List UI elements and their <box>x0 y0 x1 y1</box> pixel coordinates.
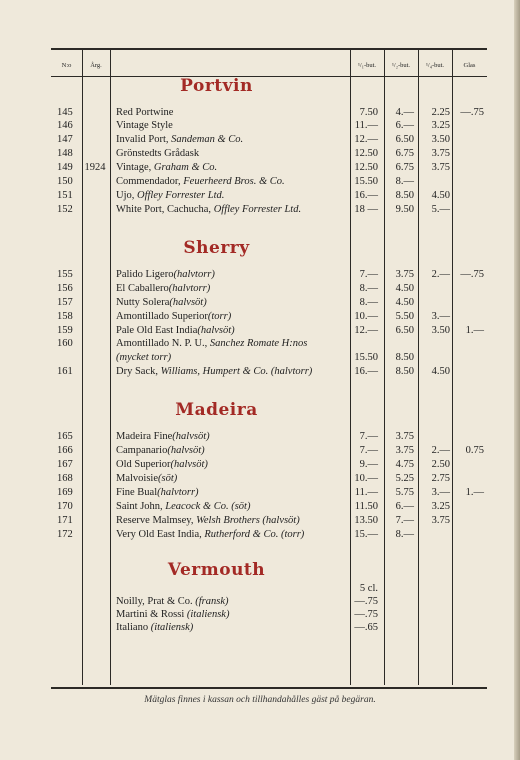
wine-name: Malvoisie <box>116 473 158 484</box>
wine-name: Saint John, <box>116 501 166 512</box>
price-quarter-bottle: 3.25 <box>431 120 450 131</box>
wine-number: 151 <box>57 190 73 201</box>
wine-maker: Offley Forrester Ltd. <box>137 190 225 201</box>
header-glass: Glas <box>463 62 476 69</box>
wine-description <box>116 148 348 160</box>
price-full-bottle: 12.— <box>354 134 378 145</box>
wine-maker: Offley Forrester Ltd. <box>213 204 302 215</box>
price-half-bottle: 6.50 <box>395 134 414 145</box>
wine-number: 149 <box>57 162 73 173</box>
price-full-bottle: 9.— <box>359 459 378 470</box>
wine-row <box>0 190 520 202</box>
price-half-bottle: 8.50 <box>395 190 414 201</box>
wine-description <box>116 431 348 443</box>
wine-description <box>116 352 348 364</box>
section-title-2: Madeira <box>175 400 258 420</box>
price-glass: 1.— <box>465 487 484 498</box>
wine-row <box>0 366 520 378</box>
wine-row <box>0 445 520 457</box>
wine-description <box>116 120 348 132</box>
price-half-bottle: 8.— <box>395 176 414 187</box>
price-full-bottle: 16.— <box>354 366 378 377</box>
wine-description <box>116 445 348 457</box>
wine-row <box>0 297 520 309</box>
wine-maker: (halvsöt) <box>167 445 205 456</box>
wine-maker: Williams, Humpert & Co. (halvtorr) <box>160 366 313 377</box>
wine-row <box>0 622 520 634</box>
price-full-bottle: 5 cl. <box>359 583 378 594</box>
wine-number: 160 <box>57 338 73 349</box>
wine-row <box>0 501 520 513</box>
wine-name: Invalid Port, <box>116 134 172 145</box>
wine-description <box>116 325 348 337</box>
price-full-bottle: 15.50 <box>354 176 378 187</box>
price-quarter-bottle: 3.— <box>431 487 450 498</box>
wine-row <box>0 473 520 485</box>
wine-name: Red Portwine <box>116 107 174 118</box>
wine-name: Amontillado N. P. U., <box>116 338 210 349</box>
wine-maker: (halvsöt) <box>172 431 210 442</box>
wine-number: 166 <box>57 445 73 456</box>
wine-maker: (halvtorr) <box>173 269 215 280</box>
price-quarter-bottle: 3.25 <box>431 501 450 512</box>
wine-description <box>116 297 348 309</box>
wine-name: Palido Ligero <box>116 269 174 280</box>
price-half-bottle: 6.— <box>395 120 414 131</box>
price-quarter-bottle: 3.50 <box>431 134 450 145</box>
wine-row <box>0 338 520 350</box>
wine-description <box>116 162 348 174</box>
wine-description <box>116 501 348 513</box>
price-quarter-bottle: 3.75 <box>431 515 450 526</box>
header-full-bottle: ¹/₁-but. <box>357 62 377 69</box>
section-title-3: Vermouth <box>167 560 266 580</box>
price-half-bottle: 6.75 <box>395 162 414 173</box>
wine-number: 158 <box>57 311 73 322</box>
price-half-bottle: 4.50 <box>395 297 414 308</box>
wine-name: Reserve Malmsey, <box>116 515 197 526</box>
header-half-bottle: ¹/₂-but. <box>391 62 411 69</box>
wine-name: White Port, Cachucha, <box>116 204 214 215</box>
wine-number: 165 <box>57 431 73 442</box>
price-glass: —.75 <box>460 107 484 118</box>
wine-description <box>116 176 348 188</box>
wine-row <box>0 148 520 160</box>
wine-number: 148 <box>57 148 73 159</box>
wine-description <box>116 366 348 378</box>
wine-name: Nutty Solera <box>116 297 170 308</box>
wine-name: Noilly, Prat & Co. <box>116 596 196 607</box>
wine-name: Campanario <box>116 445 168 456</box>
wine-description <box>116 311 348 323</box>
price-full-bottle: 12.50 <box>354 162 378 173</box>
wine-number: 172 <box>57 529 73 540</box>
wine-maker: (italiensk) <box>150 622 194 633</box>
wine-number: 152 <box>57 204 73 215</box>
vintage-year: 1924 <box>84 162 106 173</box>
wine-description <box>116 459 348 471</box>
wine-maker: Leacock & Co. (söt) <box>165 501 251 512</box>
price-full-bottle: 8.— <box>359 297 378 308</box>
wine-row <box>0 583 520 595</box>
wine-description <box>116 596 348 608</box>
wine-number: 170 <box>57 501 73 512</box>
wine-number: 169 <box>57 487 73 498</box>
price-full-bottle: —.65 <box>354 622 378 633</box>
wine-maker: Graham & Co. <box>153 162 218 173</box>
wine-number: 147 <box>57 134 73 145</box>
price-full-bottle: 11.— <box>354 120 378 131</box>
wine-description <box>116 269 348 281</box>
price-half-bottle: 3.75 <box>395 269 414 280</box>
wine-description <box>116 338 348 350</box>
wine-maker: (halvsöt) <box>197 325 235 336</box>
price-quarter-bottle: 2.75 <box>431 473 450 484</box>
price-quarter-bottle: 2.50 <box>431 459 450 470</box>
price-full-bottle: 15.50 <box>354 352 378 363</box>
wine-number: 168 <box>57 473 73 484</box>
wine-row <box>0 162 520 174</box>
wine-maker: (torr) <box>207 311 232 322</box>
wine-number: 171 <box>57 515 73 526</box>
price-full-bottle: 16.— <box>354 190 378 201</box>
price-full-bottle: 18 — <box>354 204 378 215</box>
price-full-bottle: 13.50 <box>354 515 378 526</box>
header-year: Årg. <box>90 62 102 69</box>
price-quarter-bottle: 4.50 <box>431 366 450 377</box>
wine-name: Italiano <box>116 622 151 633</box>
wine-maker: (halvsöt) <box>169 297 207 308</box>
wine-name: El Caballero <box>116 283 169 294</box>
wine-maker: (halvsöt) <box>170 459 208 470</box>
wine-row <box>0 120 520 132</box>
wine-description <box>116 283 348 295</box>
price-quarter-bottle: 2.25 <box>431 107 450 118</box>
price-glass: —.75 <box>460 269 484 280</box>
wine-name: Commendador, <box>116 176 184 187</box>
wine-row <box>0 311 520 323</box>
price-full-bottle: 10.— <box>354 311 378 322</box>
wine-name: Old Superior <box>116 459 171 470</box>
wine-description <box>116 134 348 146</box>
wine-number: 156 <box>57 283 73 294</box>
wine-description <box>116 204 348 216</box>
wine-name: Amontillado Superior <box>116 311 208 322</box>
price-glass: 0.75 <box>465 445 484 456</box>
price-full-bottle: —.75 <box>354 596 378 607</box>
footer-note: Mätglas finnes i kassan och tillhandahålles gäst på begäran. <box>144 695 376 705</box>
wine-name: Pale Old East India <box>116 325 198 336</box>
wine-number: 145 <box>57 107 73 118</box>
wine-description <box>116 515 348 527</box>
wine-row <box>0 269 520 281</box>
wine-maker: Feuerheerd Bros. & Co. <box>183 176 285 187</box>
price-half-bottle: 8.50 <box>395 366 414 377</box>
header-quarter-bottle: ¹/₄-but. <box>425 62 445 69</box>
wine-row <box>0 529 520 541</box>
price-half-bottle: 5.75 <box>395 487 414 498</box>
wine-row <box>0 283 520 295</box>
wine-maker: (halvtorr) <box>157 487 199 498</box>
wine-number: 161 <box>57 366 73 377</box>
wine-row <box>0 487 520 499</box>
wine-row <box>0 204 520 216</box>
price-half-bottle: 4.50 <box>395 283 414 294</box>
wine-maker: (halvtorr) <box>168 283 211 294</box>
price-full-bottle: 12.— <box>354 325 378 336</box>
price-full-bottle: 11.50 <box>354 501 378 512</box>
price-full-bottle: 7.— <box>359 445 378 456</box>
wine-description <box>116 487 348 499</box>
wine-row <box>0 134 520 146</box>
price-half-bottle: 9.50 <box>395 204 414 215</box>
wine-name: Very Old East India, <box>116 529 205 540</box>
wine-maker: Welsh Brothers (halvsöt) <box>196 515 300 526</box>
price-full-bottle: 11.— <box>354 487 378 498</box>
wine-maker: Rutherford & Co. (torr) <box>204 529 305 540</box>
wine-maker: (fransk) <box>195 596 229 607</box>
price-half-bottle: 8.50 <box>395 352 414 363</box>
wine-name: Vintage, <box>116 162 154 173</box>
wine-row <box>0 459 520 471</box>
wine-name: Dry Sack, <box>116 366 161 377</box>
wine-description <box>116 107 348 119</box>
wine-number: 159 <box>57 325 73 336</box>
wine-row <box>0 325 520 337</box>
price-half-bottle: 7.— <box>395 515 414 526</box>
wine-number: 155 <box>57 269 73 280</box>
wine-maker: (mycket torr) <box>116 352 172 363</box>
wine-row <box>0 515 520 527</box>
price-quarter-bottle: 3.75 <box>431 162 450 173</box>
wine-maker: Sanchez Romate H:nos <box>209 338 308 349</box>
wine-number: 167 <box>57 459 73 470</box>
price-full-bottle: 10.— <box>354 473 378 484</box>
wine-name: Martini & Rossi <box>116 609 187 620</box>
price-quarter-bottle: 2.— <box>431 269 450 280</box>
wine-name: Grönstedts Grådask <box>116 148 200 159</box>
wine-description <box>116 622 348 634</box>
price-quarter-bottle: 3.75 <box>431 148 450 159</box>
price-half-bottle: 4.75 <box>395 459 414 470</box>
price-quarter-bottle: 5.— <box>431 204 450 215</box>
wine-row <box>0 609 520 621</box>
price-full-bottle: 12.50 <box>354 148 378 159</box>
wine-name: Ujo, <box>116 190 137 201</box>
price-half-bottle: 6.50 <box>395 325 414 336</box>
wine-maker: (italiensk) <box>186 609 230 620</box>
wine-description <box>116 190 348 202</box>
price-full-bottle: 15.— <box>354 529 378 540</box>
wine-description <box>116 473 348 485</box>
wine-name: Madeira Fine <box>116 431 173 442</box>
price-half-bottle: 5.25 <box>395 473 414 484</box>
price-half-bottle: 5.50 <box>395 311 414 322</box>
section-title-1: Sherry <box>183 238 250 258</box>
wine-row <box>0 431 520 443</box>
price-quarter-bottle: 3.50 <box>431 325 450 336</box>
wine-number: 157 <box>57 297 73 308</box>
price-glass: 1.— <box>465 325 484 336</box>
price-full-bottle: 7.— <box>359 431 378 442</box>
wine-name: Vintage Style <box>116 120 173 131</box>
price-quarter-bottle: 2.— <box>431 445 450 456</box>
price-quarter-bottle: 3.— <box>431 311 450 322</box>
wine-number: 146 <box>57 120 73 131</box>
price-full-bottle: 8.— <box>359 283 378 294</box>
price-half-bottle: 6.75 <box>395 148 414 159</box>
wine-row <box>0 352 520 364</box>
wine-description <box>116 529 348 541</box>
price-quarter-bottle: 4.50 <box>431 190 450 201</box>
price-full-bottle: —.75 <box>354 609 378 620</box>
wine-row <box>0 107 520 119</box>
price-half-bottle: 3.75 <box>395 445 414 456</box>
wine-maker: (söt) <box>158 473 178 484</box>
wine-row <box>0 176 520 188</box>
wine-name: Fine Bual <box>116 487 158 498</box>
price-full-bottle: 7.— <box>359 269 378 280</box>
header-no: N:o <box>61 62 72 69</box>
wine-description <box>116 609 348 621</box>
price-half-bottle: 4.— <box>395 107 414 118</box>
price-half-bottle: 6.— <box>395 501 414 512</box>
wine-number: 150 <box>57 176 73 187</box>
price-half-bottle: 8.— <box>395 529 414 540</box>
price-half-bottle: 3.75 <box>395 431 414 442</box>
wine-maker: Sandeman & Co. <box>171 134 244 145</box>
price-full-bottle: 7.50 <box>359 107 378 118</box>
section-title-0: Portvin <box>180 76 253 96</box>
wine-row <box>0 596 520 608</box>
